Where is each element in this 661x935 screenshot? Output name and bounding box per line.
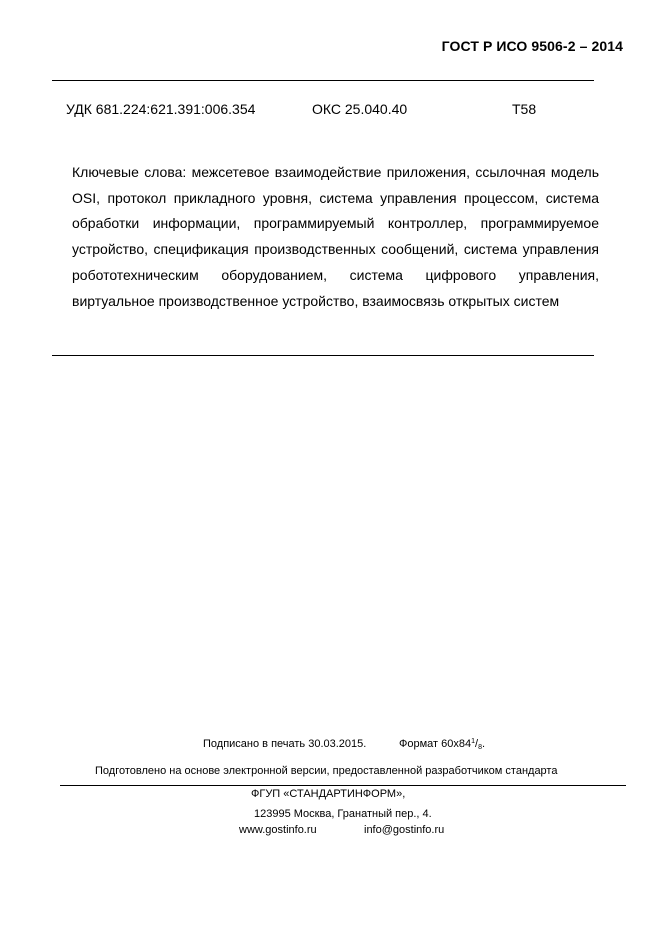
udk-code: УДК 681.224:621.391:006.354 bbox=[66, 101, 256, 117]
imprint-divider bbox=[60, 785, 626, 786]
publisher-address: 123995 Москва, Гранатный пер., 4. bbox=[254, 808, 432, 820]
standard-code: ГОСТ Р ИСО 9506-2 – 2014 bbox=[441, 38, 623, 54]
publisher-name: ФГУП «СТАНДАРТИНФОРМ», bbox=[251, 788, 406, 800]
paper-format bbox=[399, 738, 485, 751]
prepared-note: Подготовлено на основе электронной версии, предоставленной разработчиком стандарта bbox=[95, 765, 558, 777]
format-end: . bbox=[481, 738, 486, 750]
classifier-codes bbox=[66, 101, 586, 119]
oks-code: ОКС 25.040.40 bbox=[312, 101, 408, 117]
middle-divider bbox=[52, 355, 594, 356]
format-label: Формат 60x84 bbox=[399, 738, 472, 750]
format-separator: / bbox=[475, 738, 479, 750]
format-denominator: 8 bbox=[478, 744, 482, 751]
keywords-paragraph: Ключевые слова: межсетевое взаимодействие приложения, ссылочная модель OSI, протокол прикладного уровня, система управления процессом, система обработки информации, программируемый контроллер, программируемое устройство, спецификация производственных сообщений, система управления робототехническим оборудованием, система цифрового управления, виртуальное производственное устройство, взаимосвязь открытых систем bbox=[72, 164, 599, 309]
publisher-website[interactable]: www.gostinfo.ru bbox=[239, 824, 317, 836]
publisher-email[interactable]: info@gostinfo.ru bbox=[364, 824, 445, 836]
group-code: Т58 bbox=[512, 101, 537, 117]
format-numerator: 1 bbox=[471, 738, 476, 745]
signed-date: Подписано в печать 30.03.2015. bbox=[203, 738, 367, 750]
top-divider bbox=[52, 80, 594, 81]
